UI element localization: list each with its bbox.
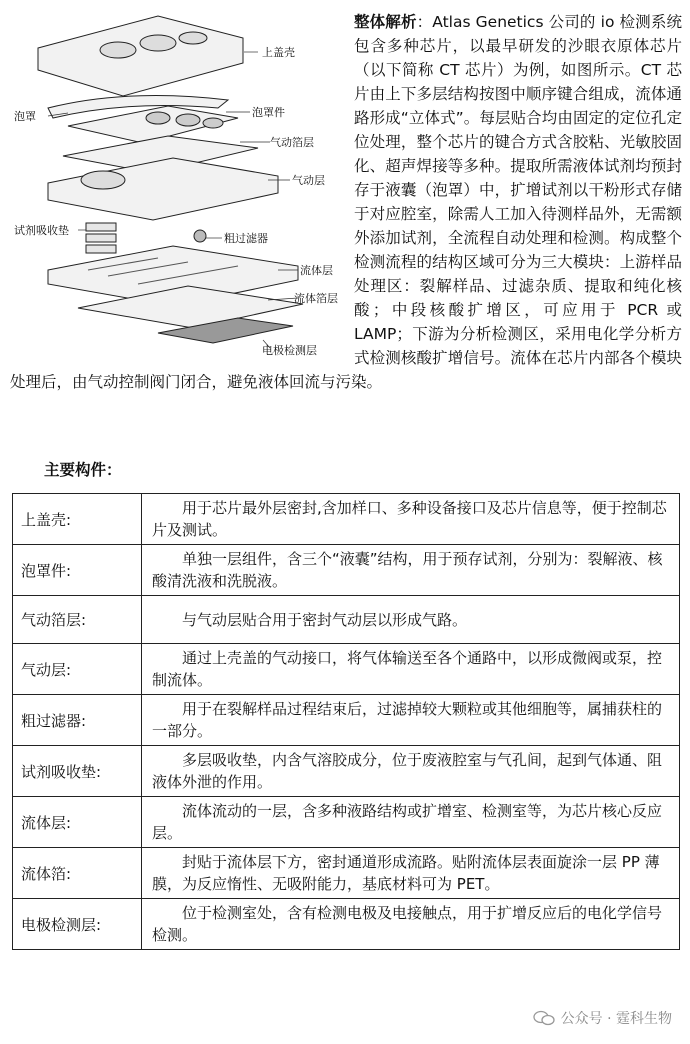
label-fluidic-layer: 流体层 [300, 264, 333, 277]
component-desc: 流体流动的一层，含多种液路结构或扩增室、检测室等，为芯片核心反应层。 [142, 797, 680, 848]
components-title: 主要构件： [44, 461, 122, 479]
label-coarse-filter: 粗过滤器 [224, 232, 268, 245]
component-name: 试剂吸收垫: [13, 746, 142, 797]
wechat-icon [533, 1010, 555, 1026]
intro-text: ：Atlas Genetics 公司的 io 检测系统包含多种芯片，以最早研发的沙眼衣原体芯片（以下简称 CT 芯片）为例，如图所示。CT 芯片由上下多层结构按图中顺序键合组成，流体通路形成“立体式”。每层贴合均由固定的定位孔定位处理，整个芯片的键合方式含胶粘、光敏胶固化、超声焊接等多种。提取所需液体试剂均预封存于液囊（泡罩）中，扩增试剂以干粉形式存储于对应腔室，除需人工加入待测样品外，无需额外添加试剂，全流程自动处理和检测。构成整个检测流程的结构区域可分为三大模块：上游样品处理区：裂解样品、过滤杂质、提取和纯化核酸；中段核酸扩增区，可应用于 PCR 或 LAMP；下游为分析检测区，采用电化学分析方式检测核酸扩增信号。流体在芯片内部各个模块处理后，由气动控制阀门闭合，避免液体回流与污染。 [10, 13, 682, 391]
label-pneumatic-layer: 气动层 [292, 174, 325, 187]
component-name: 泡罩件: [13, 545, 142, 596]
component-name: 流体箔: [13, 848, 142, 899]
component-desc: 通过上壳盖的气动接口，将气体输送至各个通路中，以形成微阀或泵，控制流体。 [142, 644, 680, 695]
component-name: 电极检测层: [13, 899, 142, 950]
table-row [13, 596, 680, 644]
component-name: 上盖壳: [13, 494, 142, 545]
component-name: 气动层: [13, 644, 142, 695]
table-row [13, 848, 680, 899]
label-pneumatic-foil: 气动箔层 [270, 136, 314, 149]
component-desc: 多层吸收垫，内含气溶胶成分，位于废液腔室与气孔间，起到气体通、阻液体外泄的作用。 [142, 746, 680, 797]
component-desc: 用于在裂解样品过程结束后，过滤掉较大颗粒或其他细胞等，属捕获柱的一部分。 [142, 695, 680, 746]
component-desc: 单独一层组件，含三个“液囊”结构，用于预存试剂，分别为：裂解液、核酸清洗液和洗脱液。 [142, 545, 680, 596]
label-absorbent-pad: 试剂吸收垫 [14, 224, 69, 237]
intro-paragraph [10, 10, 682, 394]
table-row [13, 494, 680, 545]
component-desc: 位于检测室处，含有检测电极及电接触点，用于扩增反应后的电化学信号检测。 [142, 899, 680, 950]
component-desc: 封贴于流体层下方，密封通道形成流路。贴附流体层表面旋涂一层 PP 薄膜，为反应惰性、无吸附能力，基底材料可为 PET。 [142, 848, 680, 899]
component-name: 流体层: [13, 797, 142, 848]
table-row [13, 545, 680, 596]
component-name: 粗过滤器: [13, 695, 142, 746]
label-blister-part: 泡罩件 [252, 106, 285, 119]
table-row [13, 797, 680, 848]
intro-heading: 整体解析 [354, 13, 417, 31]
component-desc: 用于芯片最外层密封,含加样口、多种设备接口及芯片信息等，便于控制芯片及测试。 [142, 494, 680, 545]
label-blister: 泡罩 [14, 110, 36, 123]
label-fluidic-foil: 流体箔层 [294, 292, 338, 305]
label-top-shell: 上盖壳 [262, 46, 295, 59]
components-table [12, 493, 680, 950]
table-row [13, 746, 680, 797]
watermark-text: 公众号 · 霆科生物 [560, 1011, 672, 1027]
watermark [533, 1008, 672, 1028]
table-row [13, 899, 680, 950]
label-electrode-layer: 电极检测层 [262, 344, 317, 357]
table-row [13, 644, 680, 695]
component-desc: 与气动层贴合用于密封气动层以形成气路。 [142, 596, 680, 644]
component-name: 气动箔层: [13, 596, 142, 644]
table-row [13, 695, 680, 746]
figure-spacer [10, 10, 354, 352]
